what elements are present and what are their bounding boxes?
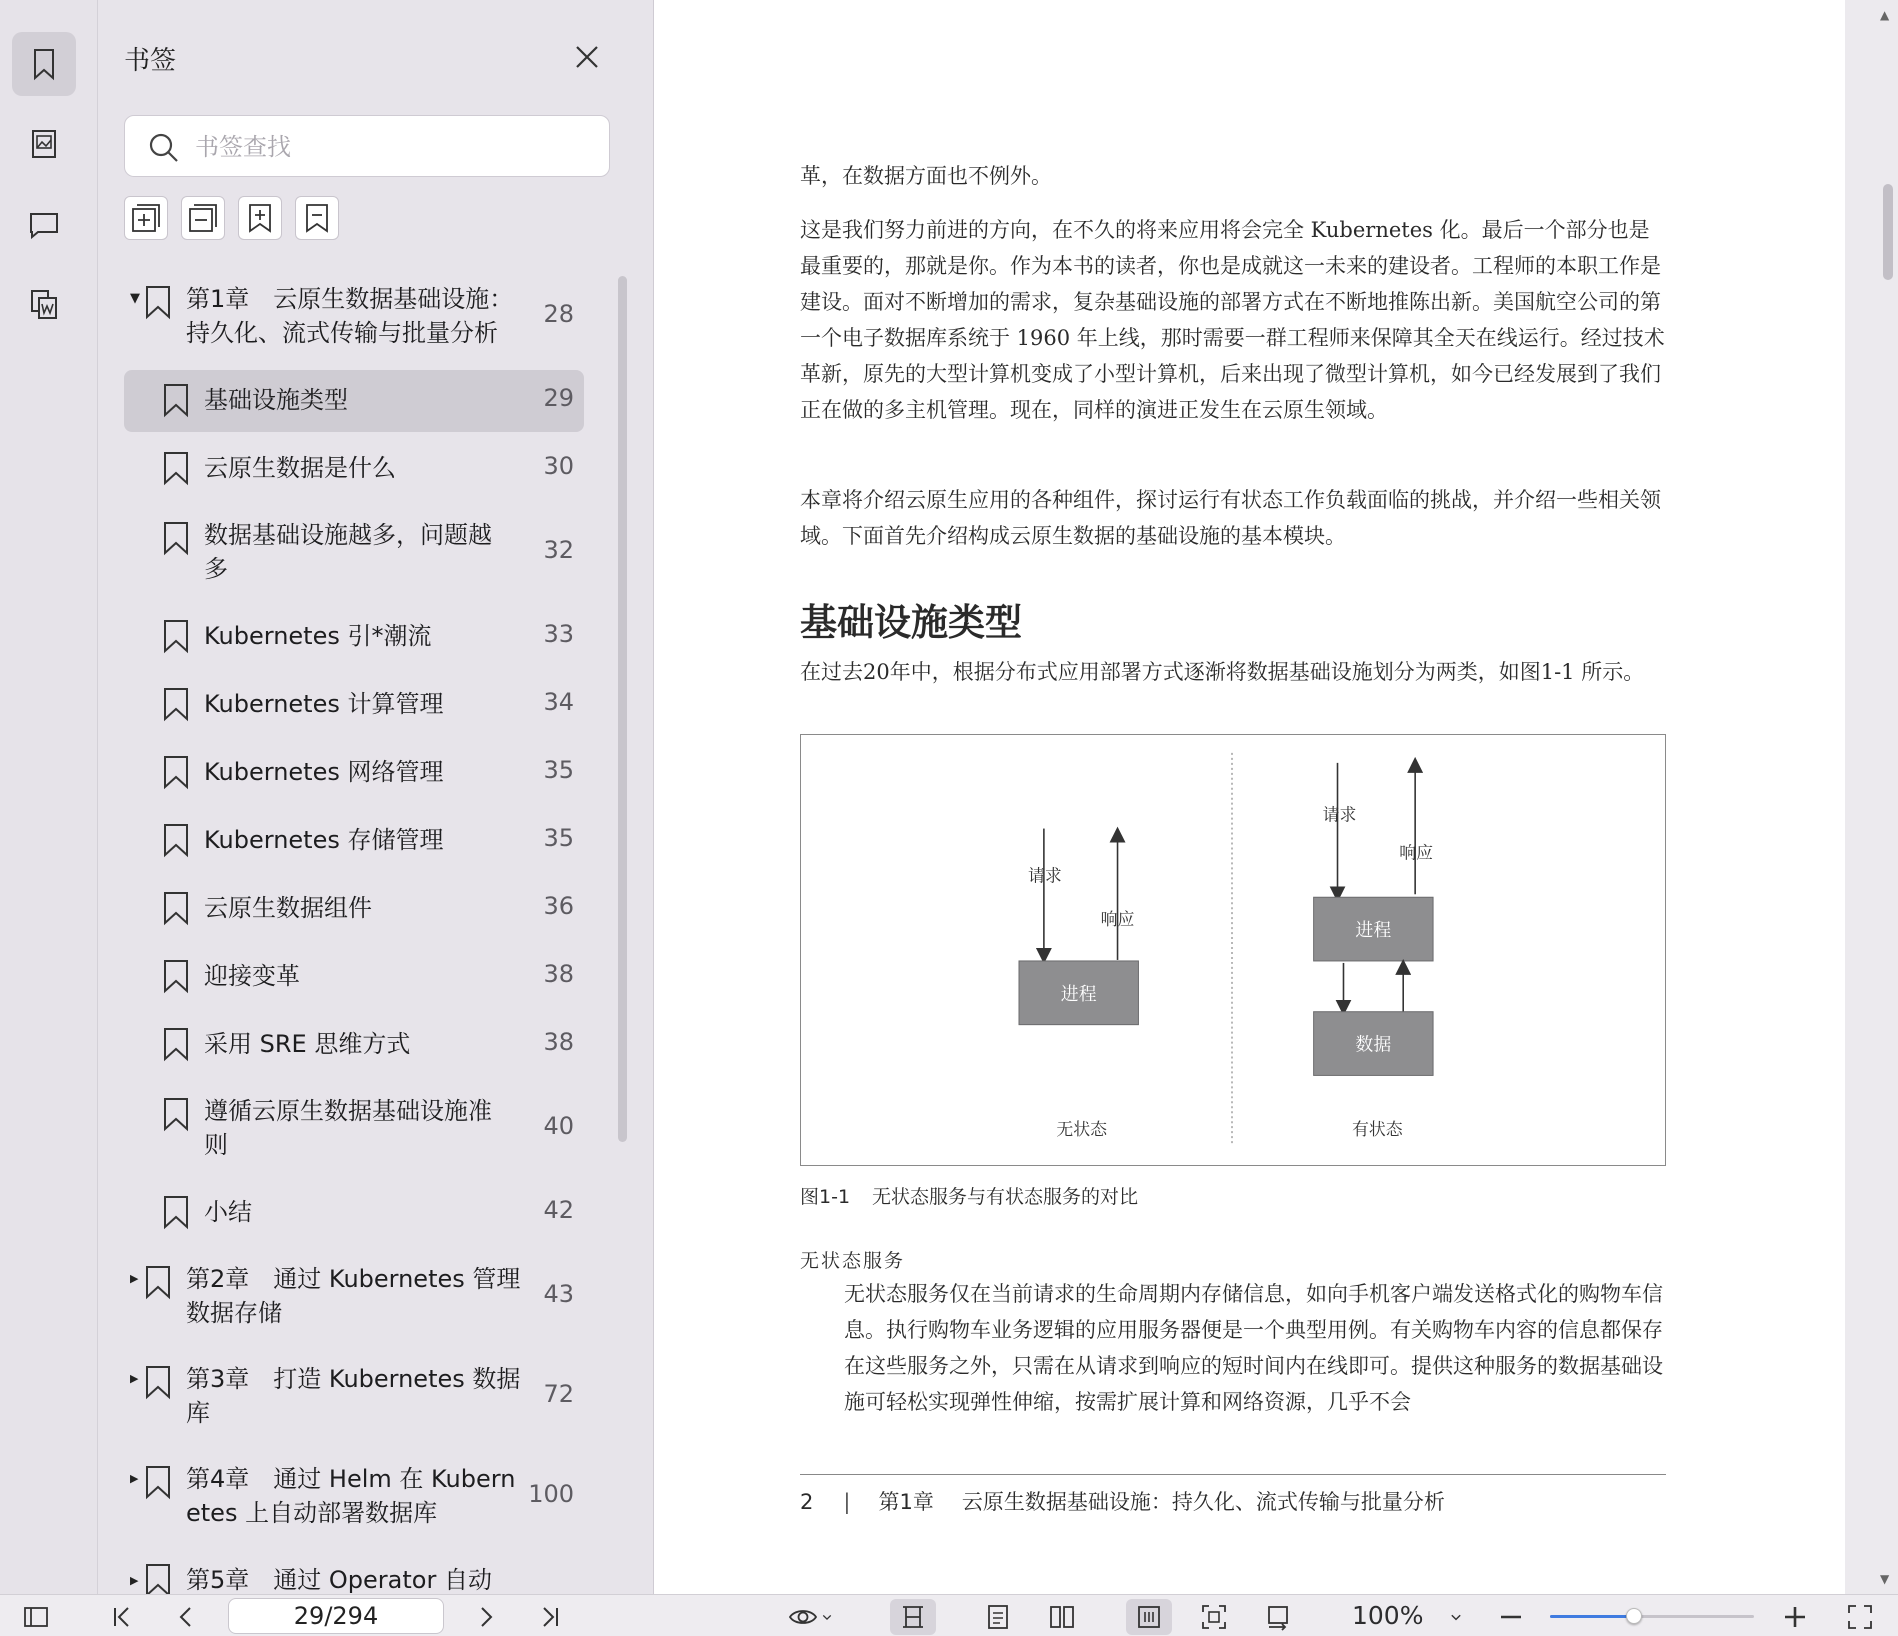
close-panel-button[interactable] bbox=[570, 40, 604, 74]
figure-diagram bbox=[801, 735, 1665, 1165]
fit-window-button[interactable] bbox=[1192, 1599, 1236, 1635]
bookmark-label-line: 数据存储 bbox=[186, 1299, 282, 1327]
rotate-icon bbox=[1263, 1602, 1293, 1632]
bookmark-page-number: 33 bbox=[543, 620, 574, 648]
bookmark-item[interactable] bbox=[124, 1182, 584, 1244]
bookmark-page-number: 42 bbox=[543, 1196, 574, 1224]
continuous-icon bbox=[1134, 1602, 1164, 1632]
expand-all-icon bbox=[129, 201, 163, 235]
process-label: 进程 bbox=[1060, 983, 1097, 1005]
footer-separator: | bbox=[843, 1490, 851, 1514]
bookmark-label-line: 第5章 通过 Operator 自动 bbox=[186, 1566, 492, 1594]
read-mode-button[interactable] bbox=[780, 1599, 842, 1635]
bookmark-page-number: 38 bbox=[543, 960, 574, 988]
bookmark-label bbox=[186, 1462, 516, 1530]
bookmark-label-line: 采用 SRE 思维方式 bbox=[204, 1030, 411, 1058]
bookmark-chapter-item[interactable] bbox=[124, 1350, 584, 1444]
bookmark-chapter-item[interactable] bbox=[124, 270, 584, 364]
bookmark-label-line: 小结 bbox=[204, 1198, 252, 1226]
bookmark-label bbox=[204, 619, 494, 653]
bookmark-icon bbox=[162, 1096, 190, 1132]
bookmark-search-input[interactable] bbox=[195, 128, 595, 166]
response-label: 响应 bbox=[1100, 909, 1135, 930]
zoom-slider-knob[interactable] bbox=[1626, 1608, 1642, 1624]
caret-down-icon[interactable]: ▼ bbox=[130, 291, 140, 306]
section-intro: 在过去20年中，根据分布式应用部署方式逐渐将数据基础设施划分为两类，如图1-1 所示。 bbox=[800, 660, 1645, 684]
bookmark-label bbox=[186, 282, 514, 350]
prev-page-button[interactable] bbox=[168, 1599, 204, 1635]
single-page-icon bbox=[983, 1602, 1013, 1632]
page-footer bbox=[800, 1486, 1445, 1516]
bookmark-item[interactable] bbox=[124, 438, 584, 500]
bookmark-item[interactable] bbox=[124, 946, 584, 1008]
zoom-dropdown-button[interactable] bbox=[1444, 1599, 1468, 1635]
last-page-icon bbox=[535, 1602, 565, 1632]
thumbnail-icon bbox=[26, 126, 62, 162]
bookmark-label-line: 第1章 云原生数据基础设施： bbox=[186, 285, 514, 313]
request-label: 请求 bbox=[1322, 804, 1357, 825]
bookmark-label bbox=[186, 1362, 521, 1430]
panel-scrollbar[interactable] bbox=[618, 276, 627, 1142]
zoom-level[interactable]: 100% bbox=[1352, 1601, 1424, 1630]
bookmark-panel bbox=[98, 0, 653, 1594]
zoom-out-button[interactable] bbox=[1494, 1599, 1528, 1635]
bookmark-icon bbox=[162, 1194, 190, 1230]
bookmark-icon bbox=[162, 1026, 190, 1062]
bottom-toolbar bbox=[0, 1594, 1898, 1636]
bookmark-label-line: Kubernetes 计算管理 bbox=[204, 690, 444, 718]
scroll-up-icon[interactable]: ▲ bbox=[1880, 8, 1890, 22]
scroll-down-icon[interactable]: ▼ bbox=[1880, 1572, 1890, 1586]
bookmark-page-number: 34 bbox=[543, 688, 574, 716]
expand-all-button[interactable] bbox=[124, 196, 168, 240]
bookmark-label-line: 库 bbox=[186, 1399, 210, 1427]
two-page-button[interactable] bbox=[1040, 1599, 1084, 1635]
subheading: 无状态服务 bbox=[800, 1250, 906, 1272]
word-convert-icon bbox=[26, 286, 62, 322]
bookmark-item[interactable] bbox=[124, 1014, 584, 1076]
bookmark-icon bbox=[26, 46, 62, 82]
zoom-slider-fill bbox=[1550, 1615, 1634, 1618]
bookmark-icon bbox=[144, 1562, 172, 1594]
add-bookmark-icon bbox=[243, 201, 277, 235]
bookmark-icon bbox=[162, 450, 190, 486]
close-icon bbox=[574, 44, 600, 70]
bookmark-page-number: 43 bbox=[543, 1280, 574, 1308]
figure-caption bbox=[800, 1182, 1138, 1209]
last-page-button[interactable] bbox=[532, 1599, 568, 1635]
bookmark-label-line: 迎接变革 bbox=[204, 962, 300, 990]
process-label: 进程 bbox=[1355, 920, 1392, 942]
bookmark-label-line: etes 上自动部署数据库 bbox=[186, 1499, 438, 1527]
fullscreen-icon bbox=[1845, 1602, 1875, 1632]
remove-bookmark-button[interactable] bbox=[295, 196, 339, 240]
icon-rail bbox=[0, 0, 98, 1594]
bookmark-page-number: 72 bbox=[543, 1380, 574, 1408]
bookmark-label-line: Kubernetes 存储管理 bbox=[204, 826, 444, 854]
bookmark-item[interactable] bbox=[124, 1082, 584, 1176]
caret-right-icon[interactable]: ▶ bbox=[130, 1272, 139, 1285]
bookmark-icon bbox=[162, 890, 190, 926]
bookmark-page-number: 36 bbox=[543, 892, 574, 920]
bookmark-search-box[interactable] bbox=[124, 115, 610, 177]
bookmarks-tab[interactable] bbox=[12, 32, 76, 96]
footer-page-number: 2 bbox=[800, 1490, 814, 1514]
rotate-button[interactable] bbox=[1256, 1599, 1300, 1635]
bookmark-label-line: 第2章 通过 Kubernetes 管理 bbox=[186, 1265, 521, 1293]
prev-page-icon bbox=[171, 1602, 201, 1632]
bookmark-item[interactable] bbox=[124, 370, 584, 432]
stateful-label: 有状态 bbox=[1351, 1119, 1403, 1140]
figure-caption-text: 无状态服务与有状态服务的对比 bbox=[872, 1186, 1139, 1208]
fit-window-icon bbox=[1199, 1602, 1229, 1632]
bookmark-item[interactable] bbox=[124, 742, 584, 804]
fit-height-button[interactable] bbox=[890, 1599, 936, 1635]
bookmark-page-number: 35 bbox=[543, 824, 574, 852]
bookmark-label-line: Kubernetes 引*潮流 bbox=[204, 622, 432, 650]
bookmark-page-number: 38 bbox=[543, 1028, 574, 1056]
bookmark-icon bbox=[144, 1364, 172, 1400]
first-page-button[interactable] bbox=[104, 1599, 140, 1635]
bookmark-icon bbox=[162, 686, 190, 722]
bookmark-label-line: 则 bbox=[204, 1131, 228, 1159]
comments-tab[interactable] bbox=[12, 192, 76, 256]
bookmark-label bbox=[204, 891, 494, 925]
sidebar-toggle-button[interactable] bbox=[16, 1599, 56, 1635]
bookmark-label-line: 第3章 打造 Kubernetes 数据 bbox=[186, 1365, 521, 1393]
bookmark-label bbox=[204, 1195, 494, 1229]
paragraph: 无状态服务仅在当前请求的生命周期内存储信息，如向手机客户端发送格式化的购物车信息。执行购物车业务逻辑的应用服务器便是一个典型用例。有关购物车内容的信息都保存在这些服务之外，只需在从请求到响应的短时间内在线即可。提供这种服务的数据基础设施可轻松实现弹性伸缩，按需扩展计算和网络资源，几乎不会 bbox=[844, 1282, 1663, 1414]
bookmark-item[interactable] bbox=[124, 606, 584, 668]
section-heading: 基础设施类型 bbox=[800, 601, 1022, 644]
footer-chapter: 第1章 bbox=[878, 1490, 934, 1514]
next-page-button[interactable] bbox=[468, 1599, 504, 1635]
footer-title: 云原生数据基础设施：持久化、流式传输与批量分析 bbox=[961, 1490, 1445, 1514]
bookmark-page-number: 32 bbox=[543, 536, 574, 564]
search-icon bbox=[147, 131, 181, 165]
first-page-icon bbox=[107, 1602, 137, 1632]
bookmark-label bbox=[204, 1027, 494, 1061]
figure-1-1 bbox=[800, 734, 1666, 1166]
caret-right-icon[interactable]: ▶ bbox=[130, 1472, 139, 1485]
bookmark-icon bbox=[162, 958, 190, 994]
single-page-button[interactable] bbox=[976, 1599, 1020, 1635]
bookmark-label bbox=[204, 755, 494, 789]
zoom-in-button[interactable] bbox=[1778, 1599, 1812, 1635]
bookmark-item[interactable] bbox=[124, 506, 584, 600]
zoom-in-icon bbox=[1780, 1602, 1810, 1632]
sidebar-toggle-icon bbox=[21, 1602, 51, 1632]
bookmark-label-line: 云原生数据是什么 bbox=[204, 454, 396, 482]
bookmark-page-number: 40 bbox=[543, 1112, 574, 1140]
bookmark-label bbox=[186, 1563, 492, 1594]
collapse-all-button[interactable] bbox=[181, 196, 225, 240]
thumbnails-tab[interactable] bbox=[12, 112, 76, 176]
eye-icon bbox=[787, 1602, 819, 1632]
bookmark-icon bbox=[144, 284, 172, 320]
zoom-slider[interactable] bbox=[1550, 1615, 1754, 1618]
bookmark-label-line: 第4章 通过 Helm 在 Kubern bbox=[186, 1465, 516, 1493]
add-bookmark-button[interactable] bbox=[238, 196, 282, 240]
footer-rule bbox=[800, 1474, 1666, 1475]
bookmark-label-line: 持久化、流式传输与批量分析 bbox=[186, 319, 498, 347]
fullscreen-button[interactable] bbox=[1842, 1599, 1878, 1635]
bookmark-page-number: 30 bbox=[543, 452, 574, 480]
bookmark-label bbox=[204, 518, 494, 586]
bookmark-label-line: 云原生数据组件 bbox=[204, 894, 372, 922]
zoom-out-icon bbox=[1496, 1602, 1526, 1632]
bookmark-label bbox=[186, 1262, 521, 1330]
panel-title: 书签 bbox=[124, 46, 177, 76]
bookmark-label-line: 数据基础设施越多，问题越 bbox=[204, 521, 492, 549]
request-label: 请求 bbox=[1027, 865, 1062, 886]
caret-right-icon[interactable]: ▶ bbox=[130, 1372, 139, 1385]
bookmark-label bbox=[204, 959, 494, 993]
remove-bookmark-icon bbox=[300, 201, 334, 235]
bookmark-icon bbox=[162, 754, 190, 790]
figure-caption-number: 图1-1 bbox=[800, 1186, 851, 1208]
bookmark-label bbox=[204, 687, 494, 721]
bookmark-chapter-item[interactable] bbox=[124, 1450, 584, 1544]
bookmark-label bbox=[204, 383, 494, 417]
bookmark-icon bbox=[144, 1264, 172, 1300]
bookmark-icon bbox=[162, 520, 190, 556]
chevron-down-icon bbox=[1447, 1602, 1465, 1632]
paragraph: 这是我们努力前进的方向，在不久的将来应用将会完全 Kubernetes 化。最后一个部分也是最重要的，那就是你。作为本书的读者，你也是成就这一未来的建设者。工程师的本职工作是建设。面对不断增加的需求，复杂基础设施的部署方式在不断地推陈出新。美国航空公司的第一个电子数据库系统于 1960 年上线，那时需要一群工程师来保障其全天在线运行。经过技术革新，原先的大型计算机变成了小型计算机，后来出现了微型计算机，如今已经发展到了我们正在做的多主机管理。现在，同样的演进正发生在云原生领域。 bbox=[800, 218, 1665, 422]
caret-right-icon[interactable]: ▶ bbox=[130, 1574, 139, 1587]
next-page-icon bbox=[471, 1602, 501, 1632]
bookmark-icon bbox=[162, 382, 190, 418]
chevron-down-icon bbox=[819, 1602, 835, 1632]
bookmark-page-number: 35 bbox=[543, 756, 574, 784]
convert-tab[interactable] bbox=[12, 272, 76, 336]
bookmark-label-line: 基础设施类型 bbox=[204, 386, 348, 414]
collapse-all-icon bbox=[186, 201, 220, 235]
document-page bbox=[654, 0, 1845, 1594]
bookmark-page-number: 29 bbox=[543, 384, 574, 412]
bookmark-page-number: 28 bbox=[543, 300, 574, 328]
fit-height-icon bbox=[898, 1602, 928, 1632]
bookmark-item[interactable] bbox=[124, 810, 584, 872]
bookmark-icon bbox=[144, 1464, 172, 1500]
comment-icon bbox=[26, 206, 62, 242]
two-page-icon bbox=[1047, 1602, 1077, 1632]
data-label: 数据 bbox=[1355, 1034, 1392, 1056]
page-number-input[interactable] bbox=[228, 1598, 444, 1634]
bookmark-label-line: Kubernetes 网络管理 bbox=[204, 758, 444, 786]
bookmark-item[interactable] bbox=[124, 674, 584, 736]
paragraph: 本章将介绍云原生应用的各种组件，探讨运行有状态工作负载面临的挑战，并介绍一些相关领域。下面首先介绍构成云原生数据的基础设施的基本模块。 bbox=[800, 488, 1661, 548]
bookmark-chapter-item[interactable] bbox=[124, 1550, 584, 1594]
bookmark-page-number: 100 bbox=[528, 1480, 574, 1508]
bookmark-label bbox=[204, 1094, 494, 1162]
bookmark-chapter-item[interactable] bbox=[124, 1250, 584, 1344]
bookmark-label bbox=[204, 451, 494, 485]
bookmark-item[interactable] bbox=[124, 878, 584, 940]
bookmark-label-line: 多 bbox=[204, 555, 228, 583]
bookmark-label bbox=[204, 823, 494, 857]
document-scroll-thumb[interactable] bbox=[1883, 184, 1893, 280]
bookmark-label-line: 遵循云原生数据基础设施准 bbox=[204, 1097, 492, 1125]
response-label: 响应 bbox=[1399, 842, 1434, 863]
paragraph: 革，在数据方面也不例外。 bbox=[800, 164, 1052, 188]
continuous-scroll-button[interactable] bbox=[1126, 1599, 1172, 1635]
stateless-label: 无状态 bbox=[1056, 1119, 1108, 1140]
bookmark-icon bbox=[162, 618, 190, 654]
bookmark-icon bbox=[162, 822, 190, 858]
